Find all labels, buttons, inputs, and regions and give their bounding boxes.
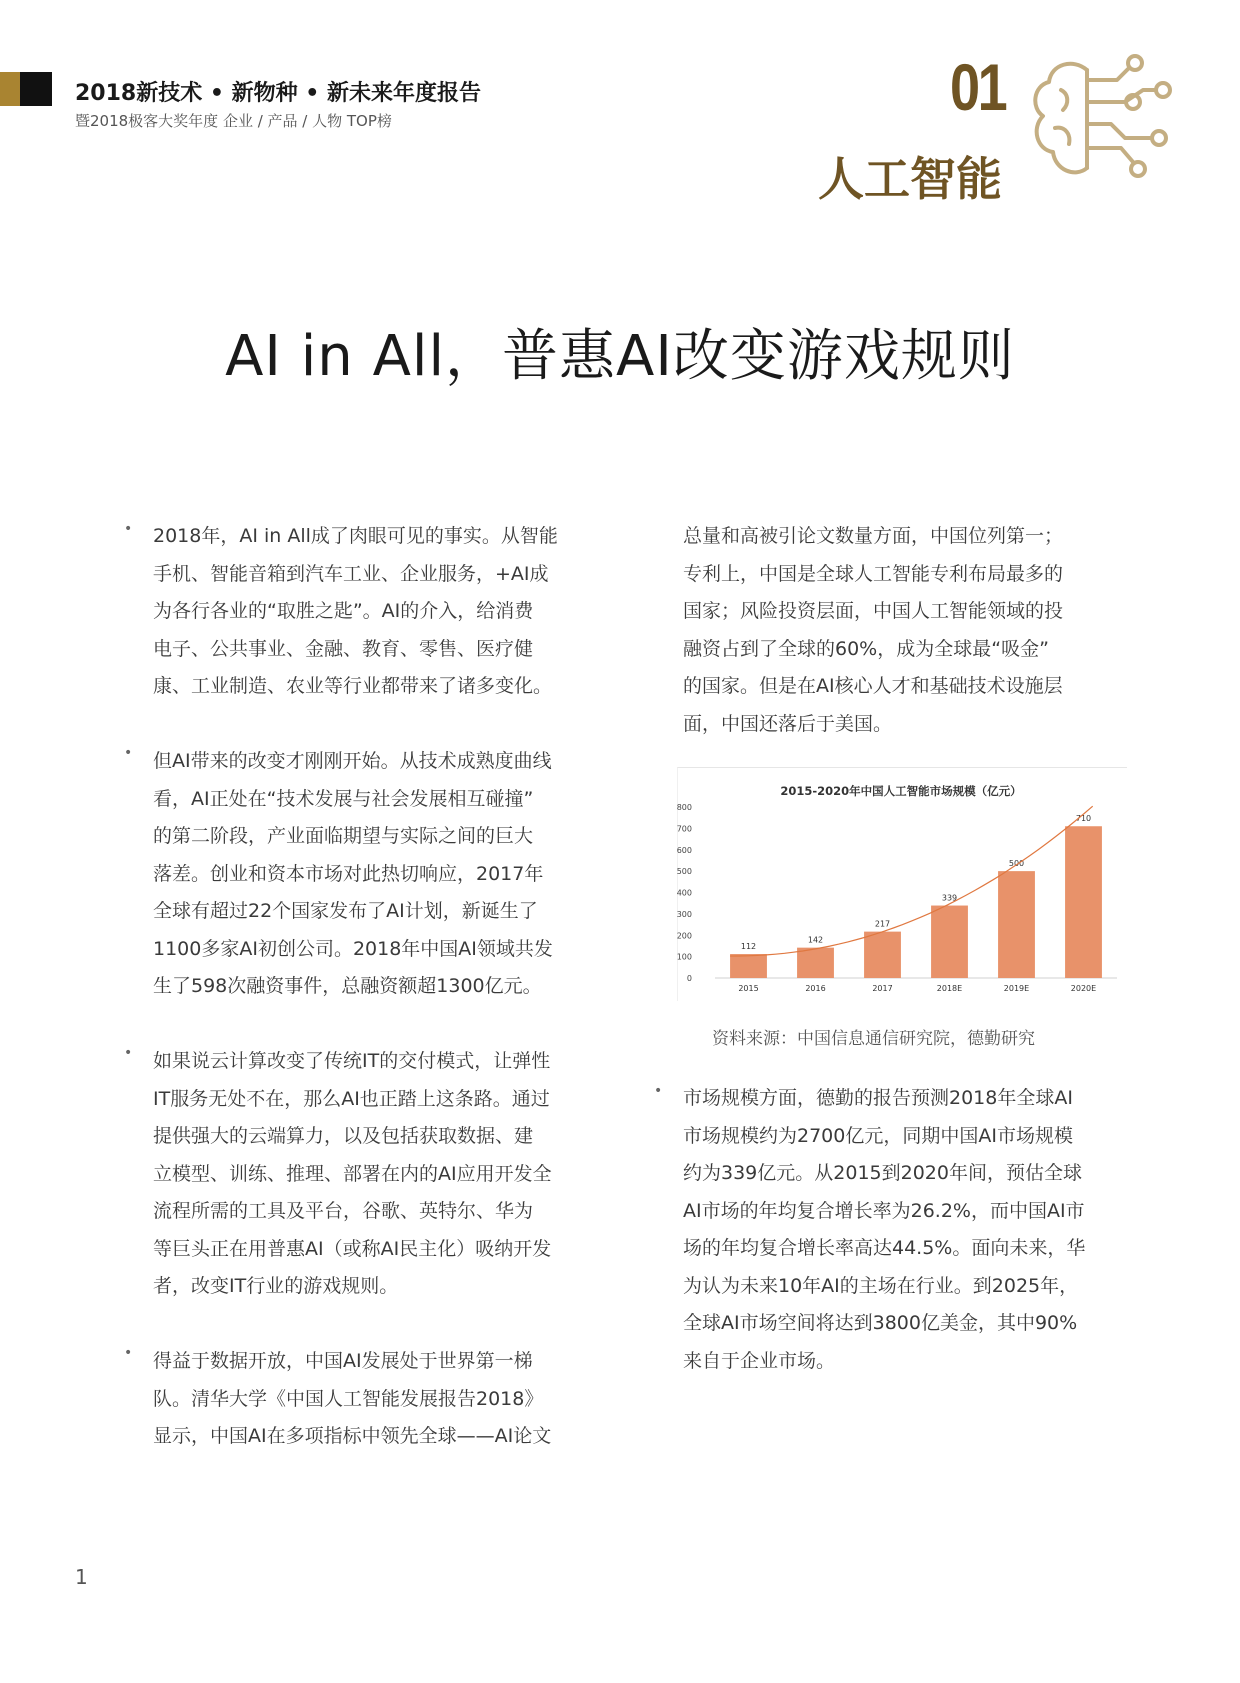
report-title: 2018新技术 • 新物种 • 新未来年度报告 — [75, 81, 481, 106]
y-tick-label: 200 — [677, 931, 692, 941]
paragraph-continuation: 总量和高被引论文数量方面，中国位列第一； 专利上，中国是全球人工智能专利布局最多的 国家；风险投资层面，中国人工智能领域的投 融资占到了全球的60%，成为全球最“吸金” 的国家。但是在AI核心人才和基础技术设施层 面，中国还落后于美国。 — [683, 525, 1064, 735]
page-number: 1 — [75, 1565, 88, 1589]
paragraph-market-size: 市场规模方面，德勤的报告预测2018年全球AI 市场规模约为2700亿元，同期中国AI市场规模 约为339亿元。从2015到2020年间，预估全球 AI市场的年均复合增长率为26.2%，而中国AI市 场的年均复合增长率高达44.5%。面向未来，华 为认为未来10年AI的主场在行业。到2025年， 全球AI市场空间将达到3800亿美金，其中90% 来自于企业市场。 — [683, 1087, 1086, 1372]
x-tick-label: 2018E — [936, 984, 963, 993]
y-tick-label: 600 — [677, 845, 692, 855]
data-label: 142 — [807, 935, 824, 945]
y-tick-label: 0 — [686, 974, 692, 983]
data-label: 112 — [740, 942, 757, 952]
section-title: 人工智能 — [818, 152, 1002, 206]
paragraph-ai-change: 但AI带来的改变才刚刚开始。从技术成熟度曲线 看，AI正处在“技术发展与社会发展相互碰撞” 的第二阶段，产业面临期望与实际之间的巨大 落差。创业和资本市场对此热切响应，2017年 全球有超过22个国家发布了AI计划，新诞生了 1100多家AI初创公司。2018年中国AI领域共发 生了598次融资事件，总融资额超1300亿元。 — [153, 750, 553, 997]
paragraph-data-openness: 得益于数据开放，中国AI发展处于世界第一梯 队。清华大学《中国人工智能发展报告2018》 显示，中国AI在多项指标中领先全球——AI论文 — [153, 1350, 552, 1447]
chart-bar-2017 — [864, 932, 901, 978]
x-tick-label: 2016 — [805, 984, 826, 993]
chart-bar-2020e — [1065, 826, 1102, 978]
section-number: 01 — [950, 50, 1006, 124]
y-tick-label: 400 — [677, 888, 692, 898]
trend-line — [730, 806, 1093, 956]
header-accent-black — [20, 72, 52, 106]
brain-circuit-icon — [1025, 50, 1185, 200]
data-label: 217 — [874, 919, 891, 929]
bullet-icon: • — [124, 1345, 133, 1361]
chart-title: 2015-2020年中国人工智能市场规模（亿元） — [780, 784, 1022, 798]
y-tick-label: 100 — [677, 952, 692, 962]
chart-bar-2016 — [797, 948, 834, 978]
main-title: AI in All，普惠AI改变游戏规则 — [225, 324, 1015, 389]
data-label: 339 — [941, 893, 958, 903]
data-label: 500 — [1008, 859, 1025, 869]
header-accent-gold — [0, 72, 20, 106]
x-tick-label: 2015 — [738, 984, 759, 993]
bullet-icon: • — [124, 745, 133, 761]
y-tick-label: 700 — [677, 824, 692, 834]
market-size-chart — [677, 767, 1126, 1000]
y-tick-label: 500 — [677, 867, 692, 877]
chart-source-caption: 资料来源：中国信息通信研究院，德勤研究 — [712, 1029, 1035, 1049]
bullet-icon: • — [124, 1045, 133, 1061]
data-label: 710 — [1075, 814, 1092, 824]
chart-bar-2015 — [730, 954, 767, 978]
paragraph-cloud-computing: 如果说云计算改变了传统IT的交付模式，让弹性 IT服务无处不在，那么AI也正踏上这条路。通过 提供强大的云端算力，以及包括获取数据、建 立模型、训练、推理、部署在内的AI应用开发全 流程所需的工具及平台，谷歌、英特尔、华为 等巨头正在用普惠AI（或称AI民主化）吸纳开发 者，改变IT行业的游戏规则。 — [153, 1050, 552, 1297]
paragraph-ai-in-all: 2018年，AI in All成了肉眼可见的事实。从智能 手机、智能音箱到汽车工业、企业服务，+AI成 为各行各业的“取胜之匙”。AI的介入，给消费 电子、公共事业、金融、教育、零售、医疗健 康、工业制造、农业等行业都带来了诸多变化。 — [153, 525, 558, 697]
x-tick-label: 2017 — [872, 984, 893, 993]
y-tick-label: 300 — [677, 909, 692, 919]
bullet-icon: • — [124, 521, 133, 537]
x-tick-label: 2020E — [1070, 984, 1097, 993]
chart-bar-2019e — [998, 871, 1035, 978]
y-tick-label: 800 — [677, 803, 692, 812]
report-subtitle: 暨2018极客大奖年度 企业 / 产品 / 人物 TOP榜 — [75, 112, 392, 130]
bullet-icon: • — [654, 1083, 663, 1099]
chart-bar-2018e — [931, 906, 968, 978]
x-tick-label: 2019E — [1003, 984, 1030, 993]
